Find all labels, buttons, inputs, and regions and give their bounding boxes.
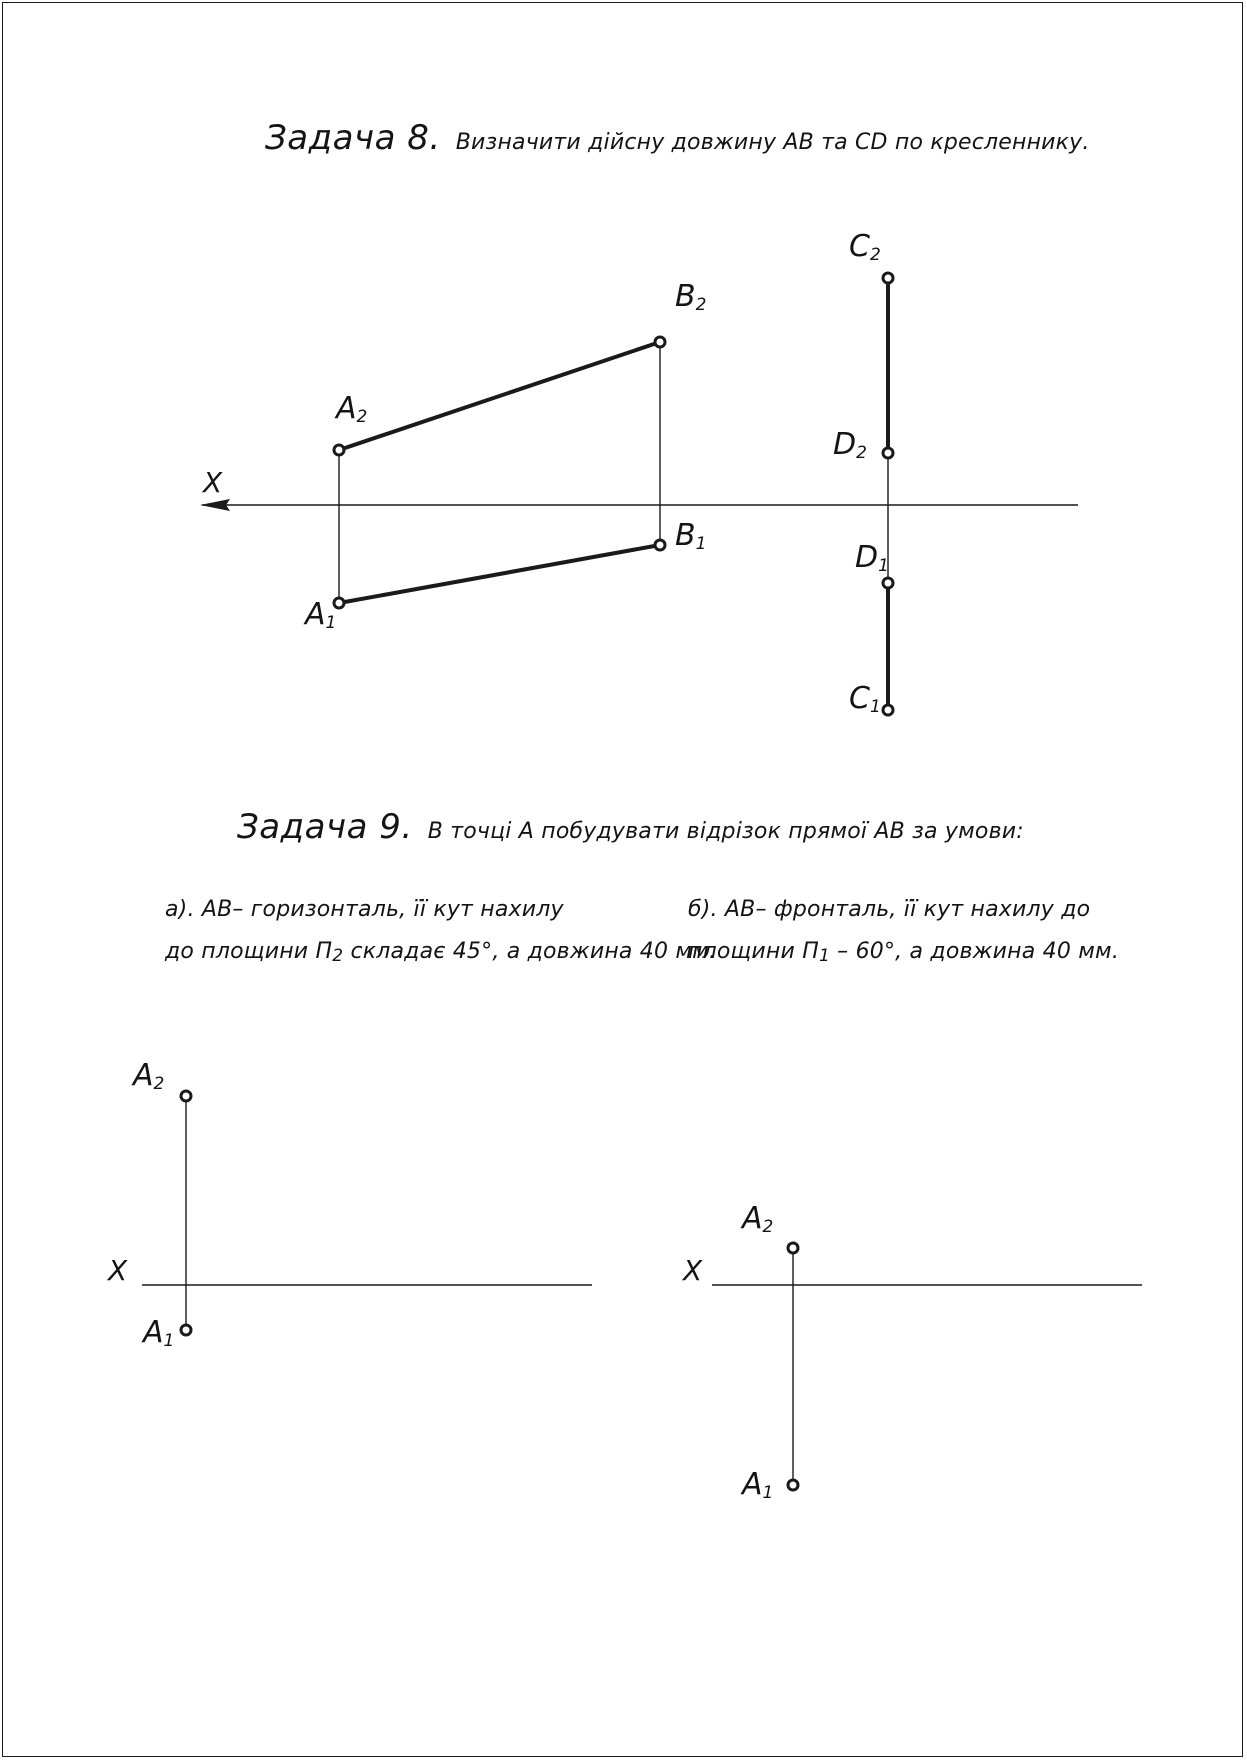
task9-part-b-line1: б). AB– фронталь, її кут нахилу до [688, 897, 1091, 922]
task9a-point-A1 [181, 1325, 191, 1335]
task9b-axis-label: X [683, 1254, 703, 1287]
task9a-axis-label: X [108, 1254, 128, 1287]
task8-axis-arrow-icon [200, 499, 230, 511]
task9a-label-A2: A2 [133, 1058, 165, 1094]
point-C1 [883, 705, 893, 715]
label-C2: C2 [849, 229, 881, 265]
label-A1: A1 [305, 597, 337, 633]
point-A2 [334, 445, 344, 455]
label-B2: B2 [675, 279, 707, 315]
task8-number: Задача 8. [265, 118, 441, 158]
task8-heading [265, 118, 1090, 158]
label-C1: C1 [849, 681, 881, 717]
task9b-label-A1: A1 [742, 1467, 774, 1503]
point-D1 [883, 578, 893, 588]
task8-text: Визначити дійсну довжину AB та CD по кресленнику. [455, 130, 1090, 155]
task9-part-a-line1: а). AB– горизонталь, її кут нахилу [165, 897, 564, 922]
task8-axis-label: X [203, 466, 223, 499]
task9-number: Задача 9. [237, 807, 413, 847]
segment-A1B1 [339, 545, 660, 603]
segment-A2B2 [339, 342, 660, 450]
point-C2 [883, 273, 893, 283]
task9b-label-A2: A2 [742, 1201, 774, 1237]
point-D2 [883, 448, 893, 458]
label-A2: A2 [336, 391, 368, 427]
label-D1: D1 [855, 540, 889, 576]
point-A1 [334, 598, 344, 608]
task9a-label-A1: A1 [143, 1315, 175, 1351]
point-B1 [655, 540, 665, 550]
task9-part-b-line2: площини П1 – 60°, а довжина 40 мм. [688, 939, 1120, 966]
task9-heading [237, 807, 1024, 847]
task9-part-a-line2: до площини П2 складає 45°, а довжина 40 мм. [165, 939, 717, 966]
label-B1: B1 [675, 518, 707, 554]
task9b-point-A1 [788, 1480, 798, 1490]
task9b-point-A2 [788, 1243, 798, 1253]
label-D2: D2 [833, 427, 867, 463]
task9-text: В точці А побудувати відрізок прямої AB за умови: [427, 819, 1024, 844]
point-B2 [655, 337, 665, 347]
task9a-point-A2 [181, 1091, 191, 1101]
